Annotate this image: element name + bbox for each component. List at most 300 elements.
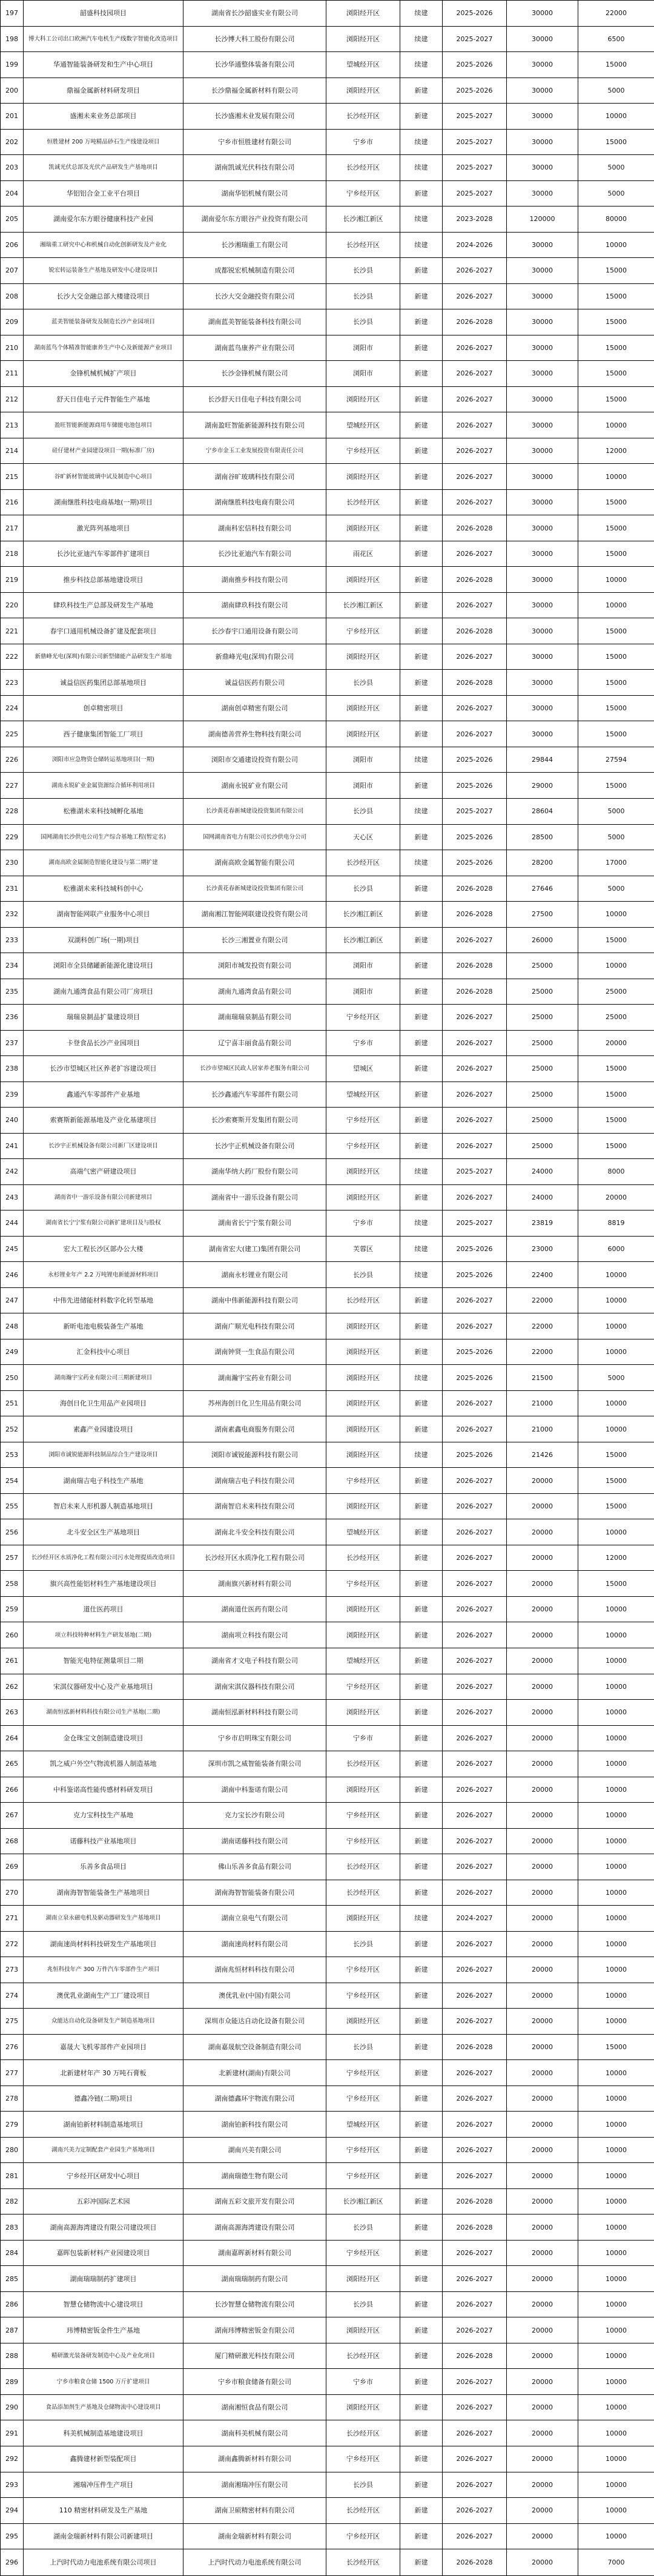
region-cell: 浏阳经开区 xyxy=(326,644,400,670)
project-name-cell: 澳优乳业湖南生产工厂建设项目 xyxy=(24,1983,183,2009)
annual-investment-cell: 12000 xyxy=(578,1545,654,1571)
region-cell: 宁乡经开区 xyxy=(326,2446,400,2472)
total-investment-cell: 20000 xyxy=(507,1622,578,1648)
seq-cell: 291 xyxy=(1,2420,24,2446)
company-cell: 湖南谷旷玻璃科技有限公司 xyxy=(183,464,326,490)
project-name-cell: 推步科技总部基地建设项目 xyxy=(24,567,183,593)
company-cell: 湖南湘瑞冲压有限公司 xyxy=(183,2472,326,2498)
period-cell: 2026-2027 xyxy=(443,1030,507,1056)
table-row xyxy=(1,2112,654,2138)
status-cell: 新建 xyxy=(400,541,443,567)
annual-investment-cell: 15000 xyxy=(578,1056,654,1082)
table-row xyxy=(1,489,654,515)
status-cell: 新建 xyxy=(400,1828,443,1854)
project-name-cell: 恒胜建材 200 万吨精品砂石生产线建设项目 xyxy=(24,129,183,155)
annual-investment-cell: 10000 xyxy=(578,2188,654,2214)
annual-investment-cell: 10000 xyxy=(578,2112,654,2138)
company-cell: 湖南北斗安全科技有限公司 xyxy=(183,1519,326,1545)
seq-cell: 247 xyxy=(1,1287,24,1313)
seq-cell: 221 xyxy=(1,618,24,644)
project-name-cell: 湖南九通湾食品有限公司厂房项目 xyxy=(24,979,183,1005)
table-row xyxy=(1,1803,654,1829)
table-row xyxy=(1,1906,654,1932)
period-cell: 2026-2027 xyxy=(443,1416,507,1442)
annual-investment-cell: 10000 xyxy=(578,2086,654,2112)
company-cell: 湖南速尚材料有限公司 xyxy=(183,1931,326,1957)
period-cell: 2026-2027 xyxy=(443,1931,507,1957)
total-investment-cell: 30000 xyxy=(507,104,578,130)
period-cell: 2025-2027 xyxy=(443,1159,507,1185)
seq-cell: 284 xyxy=(1,2240,24,2266)
table-row xyxy=(1,1828,654,1854)
project-name-cell: 浏阳市全县储罐新能源化建设项目 xyxy=(24,953,183,979)
table-row xyxy=(1,2188,654,2214)
seq-cell: 223 xyxy=(1,670,24,696)
total-investment-cell: 29844 xyxy=(507,747,578,773)
total-investment-cell: 30000 xyxy=(507,644,578,670)
annual-investment-cell: 10000 xyxy=(578,2498,654,2524)
table-row xyxy=(1,438,654,464)
region-cell: 宁乡市 xyxy=(326,1030,400,1056)
period-cell: 2026-2028 xyxy=(443,2188,507,2214)
total-investment-cell: 20000 xyxy=(507,2291,578,2317)
period-cell: 2024-2026 xyxy=(443,232,507,258)
region-cell: 宁乡市 xyxy=(326,129,400,155)
table-row xyxy=(1,1983,654,2009)
table-row xyxy=(1,78,654,104)
company-cell: 成都锐宏机械制造有限公司 xyxy=(183,258,326,284)
annual-investment-cell: 10000 xyxy=(578,1313,654,1339)
company-cell: 宁乡市启明珠宝有限公司 xyxy=(183,1725,326,1751)
period-cell: 2026-2027 xyxy=(443,1082,507,1108)
annual-investment-cell: 10000 xyxy=(578,2343,654,2369)
region-cell: 长沙经开区 xyxy=(326,1854,400,1880)
seq-cell: 257 xyxy=(1,1545,24,1571)
period-cell: 2026-2027 xyxy=(443,644,507,670)
seq-cell: 285 xyxy=(1,2266,24,2292)
period-cell: 2026-2027 xyxy=(443,464,507,490)
status-cell: 续建 xyxy=(400,850,443,876)
status-cell: 新建 xyxy=(400,979,443,1005)
status-cell: 新建 xyxy=(400,2549,443,2576)
annual-investment-cell: 10000 xyxy=(578,2394,654,2420)
total-investment-cell: 20000 xyxy=(507,2214,578,2241)
total-investment-cell: 22000 xyxy=(507,1313,578,1339)
region-cell: 长沙经开区 xyxy=(326,2498,400,2524)
project-name-cell: 道仕医药项目 xyxy=(24,1596,183,1622)
status-cell: 续建 xyxy=(400,232,443,258)
project-name-cell: 智启未来人形机器人制造基地项目 xyxy=(24,1493,183,1519)
status-cell: 新建 xyxy=(400,2369,443,2395)
project-name-cell: 浏阳市应急物资仓储转运基地项目(一期) xyxy=(24,747,183,773)
period-cell: 2026-2027 xyxy=(443,2060,507,2086)
company-cell: 湖南省才文电子科技有限公司 xyxy=(183,1648,326,1674)
annual-investment-cell: 10000 xyxy=(578,1416,654,1442)
table-row xyxy=(1,721,654,747)
region-cell: 长沙经开区 xyxy=(326,1545,400,1571)
region-cell: 宁乡经开区 xyxy=(326,1674,400,1700)
status-cell: 新建 xyxy=(400,1545,443,1571)
company-cell: 湖南蓝鸟康养产业有限公司 xyxy=(183,335,326,361)
period-cell: 2026-2027 xyxy=(443,2394,507,2420)
seq-cell: 274 xyxy=(1,1983,24,2009)
seq-cell: 266 xyxy=(1,1777,24,1803)
period-cell: 2026-2027 xyxy=(443,361,507,387)
region-cell: 长沙县 xyxy=(326,1931,400,1957)
table-row xyxy=(1,155,654,181)
region-cell: 浏阳经开区 xyxy=(326,1339,400,1365)
region-cell: 长沙经开区 xyxy=(326,489,400,515)
company-cell: 长沙舒天日佳电子科技有限公司 xyxy=(183,386,326,412)
seq-cell: 213 xyxy=(1,412,24,438)
period-cell: 2026-2027 xyxy=(443,386,507,412)
table-row xyxy=(1,850,654,876)
region-cell: 长沙县 xyxy=(326,1262,400,1288)
project-name-cell: 盈旺智能新能源商用车储能电池包项目 xyxy=(24,412,183,438)
company-cell: 湖南德鑫环宇物流有限公司 xyxy=(183,2086,326,2112)
total-investment-cell: 28604 xyxy=(507,798,578,824)
status-cell: 新建 xyxy=(400,1751,443,1777)
annual-investment-cell: 10000 xyxy=(578,1725,654,1751)
company-cell: 湖南恒泓新材料科技有限公司 xyxy=(183,1700,326,1726)
total-investment-cell: 30000 xyxy=(507,309,578,335)
period-cell: 2026-2028 xyxy=(443,2214,507,2241)
company-cell: 湖南玮博精密钣金有限公司 xyxy=(183,2317,326,2343)
status-cell: 新建 xyxy=(400,412,443,438)
seq-cell: 207 xyxy=(1,258,24,284)
company-cell: 厦门精研激光科技有限公司 xyxy=(183,2343,326,2369)
status-cell: 新建 xyxy=(400,1416,443,1442)
annual-investment-cell: 15000 xyxy=(578,52,654,78)
annual-investment-cell: 10000 xyxy=(578,464,654,490)
seq-cell: 201 xyxy=(1,104,24,130)
project-name-cell: 智慧仓储物流中心建设项目 xyxy=(24,2291,183,2317)
seq-cell: 197 xyxy=(1,1,24,27)
total-investment-cell: 30000 xyxy=(507,283,578,309)
region-cell: 浏阳经开区 xyxy=(326,1,400,27)
table-row xyxy=(1,979,654,1005)
company-cell: 国网湖南省电力有限公司长沙供电分公司 xyxy=(183,824,326,850)
table-row xyxy=(1,1442,654,1468)
seq-cell: 239 xyxy=(1,1082,24,1108)
project-name-cell: 旗兴高性能铝材料生产基地建设项目 xyxy=(24,1571,183,1597)
annual-investment-cell: 10000 xyxy=(578,2060,654,2086)
annual-investment-cell: 10000 xyxy=(578,2291,654,2317)
project-name-cell: 湘瑞重工研究中心和机械自动化创新研发及产业化 xyxy=(24,232,183,258)
company-cell: 宁乡市粮食储备有限公司 xyxy=(183,2369,326,2395)
status-cell: 续建 xyxy=(400,155,443,181)
seq-cell: 241 xyxy=(1,1133,24,1159)
table-row xyxy=(1,1725,654,1751)
status-cell: 新建 xyxy=(400,489,443,515)
company-cell: 湖南华纳大药厂股份有限公司 xyxy=(183,1159,326,1185)
seq-cell: 219 xyxy=(1,567,24,593)
period-cell: 2025-2027 xyxy=(443,798,507,824)
total-investment-cell: 30000 xyxy=(507,26,578,52)
region-cell: 宁乡经开区 xyxy=(326,618,400,644)
total-investment-cell: 20000 xyxy=(507,2086,578,2112)
seq-cell: 289 xyxy=(1,2369,24,2395)
project-name-cell: 鑫腾建材新型装配项目 xyxy=(24,2446,183,2472)
status-cell: 新建 xyxy=(400,283,443,309)
table-row xyxy=(1,258,654,284)
status-cell: 续建 xyxy=(400,206,443,233)
region-cell: 长沙经开区 xyxy=(326,850,400,876)
period-cell: 2026-2027 xyxy=(443,438,507,464)
total-investment-cell: 20000 xyxy=(507,2009,578,2035)
total-investment-cell: 30000 xyxy=(507,592,578,618)
status-cell: 续建 xyxy=(400,26,443,52)
total-investment-cell: 20000 xyxy=(507,2188,578,2214)
total-investment-cell: 27646 xyxy=(507,876,578,902)
project-name-cell: 湖南省长宁宁浆有限公司新扩建项目及与股权 xyxy=(24,1210,183,1237)
period-cell: 2026-2027 xyxy=(443,258,507,284)
total-investment-cell: 30000 xyxy=(507,1,578,27)
total-investment-cell: 20000 xyxy=(507,2394,578,2420)
region-cell: 浏阳经开区 xyxy=(326,1596,400,1622)
total-investment-cell: 28200 xyxy=(507,850,578,876)
period-cell: 2026-2028 xyxy=(443,953,507,979)
project-name-cell: 永杉锂业年产 2.2 万吨锂电新能源材料项目 xyxy=(24,1262,183,1288)
status-cell: 新建 xyxy=(400,335,443,361)
project-name-cell: 肆玖科技生产总部及研发生产基地 xyxy=(24,592,183,618)
total-investment-cell: 20000 xyxy=(507,1700,578,1726)
table-row xyxy=(1,2137,654,2163)
period-cell: 2026-2028 xyxy=(443,2549,507,2576)
total-investment-cell: 30000 xyxy=(507,721,578,747)
project-name-cell: 舒天日佳电子元件智能生产基地 xyxy=(24,386,183,412)
total-investment-cell: 20000 xyxy=(507,1957,578,1983)
table-row xyxy=(1,2369,654,2395)
company-cell: 湖南高欧金属智能有限公司 xyxy=(183,850,326,876)
table-row xyxy=(1,1931,654,1957)
total-investment-cell: 20000 xyxy=(507,2060,578,2086)
seq-cell: 251 xyxy=(1,1390,24,1416)
table-row xyxy=(1,515,654,541)
project-name-cell: 宋淇仪器研发中心及产业基地项目 xyxy=(24,1674,183,1700)
total-investment-cell: 30000 xyxy=(507,361,578,387)
seq-cell: 253 xyxy=(1,1442,24,1468)
status-cell: 新建 xyxy=(400,2137,443,2163)
region-cell: 浏阳经开区 xyxy=(326,1184,400,1210)
project-name-cell: 凯之威户外空气物流机器人制造基地 xyxy=(24,1751,183,1777)
total-investment-cell: 30000 xyxy=(507,515,578,541)
seq-cell: 198 xyxy=(1,26,24,52)
status-cell: 新建 xyxy=(400,1056,443,1082)
period-cell: 2026-2027 xyxy=(443,695,507,721)
region-cell: 长沙县 xyxy=(326,309,400,335)
seq-cell: 277 xyxy=(1,2060,24,2086)
company-cell: 长沙华通整体装备有限公司 xyxy=(183,52,326,78)
table-row xyxy=(1,695,654,721)
project-name-cell: 鑫通汽车零部件产业基地 xyxy=(24,1082,183,1108)
company-cell: 湖南卫硕精密材料有限公司 xyxy=(183,2498,326,2524)
table-row xyxy=(1,541,654,567)
table-row xyxy=(1,1159,654,1185)
period-cell: 2024-2027 xyxy=(443,1906,507,1932)
annual-investment-cell: 6000 xyxy=(578,1236,654,1262)
seq-cell: 209 xyxy=(1,309,24,335)
seq-cell: 248 xyxy=(1,1313,24,1339)
project-name-cell: 克力宝科技生产基地 xyxy=(24,1803,183,1829)
seq-cell: 245 xyxy=(1,1236,24,1262)
status-cell: 新建 xyxy=(400,618,443,644)
annual-investment-cell: 15000 xyxy=(578,1082,654,1108)
table-row xyxy=(1,52,654,78)
seq-cell: 214 xyxy=(1,438,24,464)
annual-investment-cell: 8819 xyxy=(578,1210,654,1237)
project-name-cell: 德鑫冷链(二期)项目 xyxy=(24,2086,183,2112)
period-cell: 2026-2027 xyxy=(443,2523,507,2549)
annual-investment-cell: 10000 xyxy=(578,1700,654,1726)
project-name-cell: 110 精密材料研发及生产基地 xyxy=(24,2498,183,2524)
region-cell: 浏阳经开区 xyxy=(326,464,400,490)
status-cell: 新建 xyxy=(400,1082,443,1108)
region-cell: 宁乡经开区 xyxy=(326,2086,400,2112)
annual-investment-cell: 10000 xyxy=(578,232,654,258)
table-row xyxy=(1,644,654,670)
project-name-cell: 宁乡经开区研发中心项目 xyxy=(24,2163,183,2189)
project-name-cell: 智能光电特征测量项目二期 xyxy=(24,1648,183,1674)
status-cell: 新建 xyxy=(400,1622,443,1648)
annual-investment-cell: 22000 xyxy=(578,1,654,27)
company-cell: 长沙市望城区民政人居家养老服务有限公司 xyxy=(183,1056,326,1082)
annual-investment-cell: 5000 xyxy=(578,78,654,104)
period-cell: 2025-2026 xyxy=(443,824,507,850)
seq-cell: 272 xyxy=(1,1931,24,1957)
annual-investment-cell: 15000 xyxy=(578,1493,654,1519)
project-name-cell: 硅仔建材产业园建设项目一期(标准厂房) xyxy=(24,438,183,464)
annual-investment-cell: 10000 xyxy=(578,1390,654,1416)
period-cell: 2026-2027 xyxy=(443,1880,507,1906)
annual-investment-cell: 10000 xyxy=(578,1854,654,1880)
period-cell: 2026-2027 xyxy=(443,1390,507,1416)
annual-investment-cell: 15000 xyxy=(578,1442,654,1468)
period-cell: 2025-2026 xyxy=(443,850,507,876)
table-row xyxy=(1,1184,654,1210)
table-row xyxy=(1,412,654,438)
annual-investment-cell: 15000 xyxy=(578,2034,654,2060)
total-investment-cell: 20000 xyxy=(507,1880,578,1906)
region-cell: 长沙经开区 xyxy=(326,1880,400,1906)
period-cell: 2025-2026 xyxy=(443,1442,507,1468)
seq-cell: 271 xyxy=(1,1906,24,1932)
annual-investment-cell: 15000 xyxy=(578,129,654,155)
table-row xyxy=(1,104,654,130)
region-cell: 浏阳经开区 xyxy=(326,1159,400,1185)
region-cell: 宁乡经开区 xyxy=(326,2060,400,2086)
period-cell: 2026-2027 xyxy=(443,1056,507,1082)
status-cell: 新建 xyxy=(400,1700,443,1726)
status-cell: 新建 xyxy=(400,386,443,412)
region-cell: 望城经开区 xyxy=(326,1082,400,1108)
project-name-cell: 北新建材年产 30 万吨石膏板 xyxy=(24,2060,183,2086)
period-cell: 2026-2027 xyxy=(443,1648,507,1674)
seq-cell: 216 xyxy=(1,489,24,515)
status-cell: 新建 xyxy=(400,258,443,284)
region-cell: 浏阳经开区 xyxy=(326,721,400,747)
region-cell: 宁乡市 xyxy=(326,1725,400,1751)
region-cell: 浏阳经开区 xyxy=(326,26,400,52)
total-investment-cell: 24000 xyxy=(507,1159,578,1185)
company-cell: 湖南钟贤一生食品有限公司 xyxy=(183,1339,326,1365)
period-cell: 2026-2027 xyxy=(443,1519,507,1545)
seq-cell: 250 xyxy=(1,1365,24,1391)
total-investment-cell: 20000 xyxy=(507,1906,578,1932)
total-investment-cell: 20000 xyxy=(507,1545,578,1571)
total-investment-cell: 25000 xyxy=(507,1005,578,1031)
status-cell: 新建 xyxy=(400,78,443,104)
table-row xyxy=(1,2240,654,2266)
company-cell: 长沙索赛斯开发集团有限公司 xyxy=(183,1108,326,1134)
seq-cell: 202 xyxy=(1,129,24,155)
annual-investment-cell: 6500 xyxy=(578,26,654,52)
table-row xyxy=(1,1519,654,1545)
status-cell: 新建 xyxy=(400,1390,443,1416)
status-cell: 新建 xyxy=(400,927,443,953)
region-cell: 浏阳市 xyxy=(326,979,400,1005)
company-cell: 湖南鑫腾新材料有限公司 xyxy=(183,2446,326,2472)
seq-cell: 254 xyxy=(1,1468,24,1494)
status-cell: 新建 xyxy=(400,695,443,721)
project-name-cell: 湖南高欧金属制造智能化建设与第二期扩建 xyxy=(24,850,183,876)
period-cell: 2025-2026 xyxy=(443,1,507,27)
region-cell: 长沙县 xyxy=(326,2291,400,2317)
project-name-cell: 双湖科创广场(一期)项目 xyxy=(24,927,183,953)
project-name-cell: 金锋机械机械扩产项目 xyxy=(24,361,183,387)
total-investment-cell: 120000 xyxy=(507,206,578,233)
period-cell: 2026-2027 xyxy=(443,1983,507,2009)
project-name-cell: 蓝美智能装备研发及制造长沙产业园项目 xyxy=(24,309,183,335)
project-name-cell: 松雅湖未来科技城科创中心 xyxy=(24,876,183,902)
company-cell: 湖南中伟新能源科技有限公司 xyxy=(183,1287,326,1313)
table-row xyxy=(1,1777,654,1803)
total-investment-cell: 23819 xyxy=(507,1210,578,1237)
status-cell: 新建 xyxy=(400,1880,443,1906)
table-row xyxy=(1,2343,654,2369)
annual-investment-cell: 10000 xyxy=(578,2472,654,2498)
annual-investment-cell: 15000 xyxy=(578,618,654,644)
region-cell: 望城经开区 xyxy=(326,52,400,78)
region-cell: 宁乡经开区 xyxy=(326,1983,400,2009)
seq-cell: 290 xyxy=(1,2394,24,2420)
project-name-cell: 兆恒科技年产 300 万件汽车零部件生产项目 xyxy=(24,1957,183,1983)
annual-investment-cell: 5000 xyxy=(578,1365,654,1391)
status-cell: 新建 xyxy=(400,309,443,335)
period-cell: 2026-2027 xyxy=(443,335,507,361)
region-cell: 宁乡经开区 xyxy=(326,1468,400,1494)
status-cell: 续建 xyxy=(400,129,443,155)
region-cell: 望城经开区 xyxy=(326,1519,400,1545)
region-cell: 宁乡经开区 xyxy=(326,2523,400,2549)
project-name-cell: 宁乡市粮食仓储 1500 万斤扩建项目 xyxy=(24,2369,183,2395)
total-investment-cell: 20000 xyxy=(507,1493,578,1519)
period-cell: 2026-2027 xyxy=(443,1468,507,1494)
total-investment-cell: 30000 xyxy=(507,129,578,155)
period-cell: 2026-2028 xyxy=(443,567,507,593)
total-investment-cell: 21000 xyxy=(507,1416,578,1442)
annual-investment-cell: 5000 xyxy=(578,876,654,902)
total-investment-cell: 22400 xyxy=(507,1262,578,1288)
period-cell: 2026-2027 xyxy=(443,1957,507,1983)
period-cell: 2026-2027 xyxy=(443,1133,507,1159)
table-row xyxy=(1,1390,654,1416)
region-cell: 长沙湘江新区 xyxy=(326,592,400,618)
table-row xyxy=(1,953,654,979)
status-cell: 新建 xyxy=(400,2240,443,2266)
total-investment-cell: 21500 xyxy=(507,1365,578,1391)
annual-investment-cell: 7000 xyxy=(578,2549,654,2576)
